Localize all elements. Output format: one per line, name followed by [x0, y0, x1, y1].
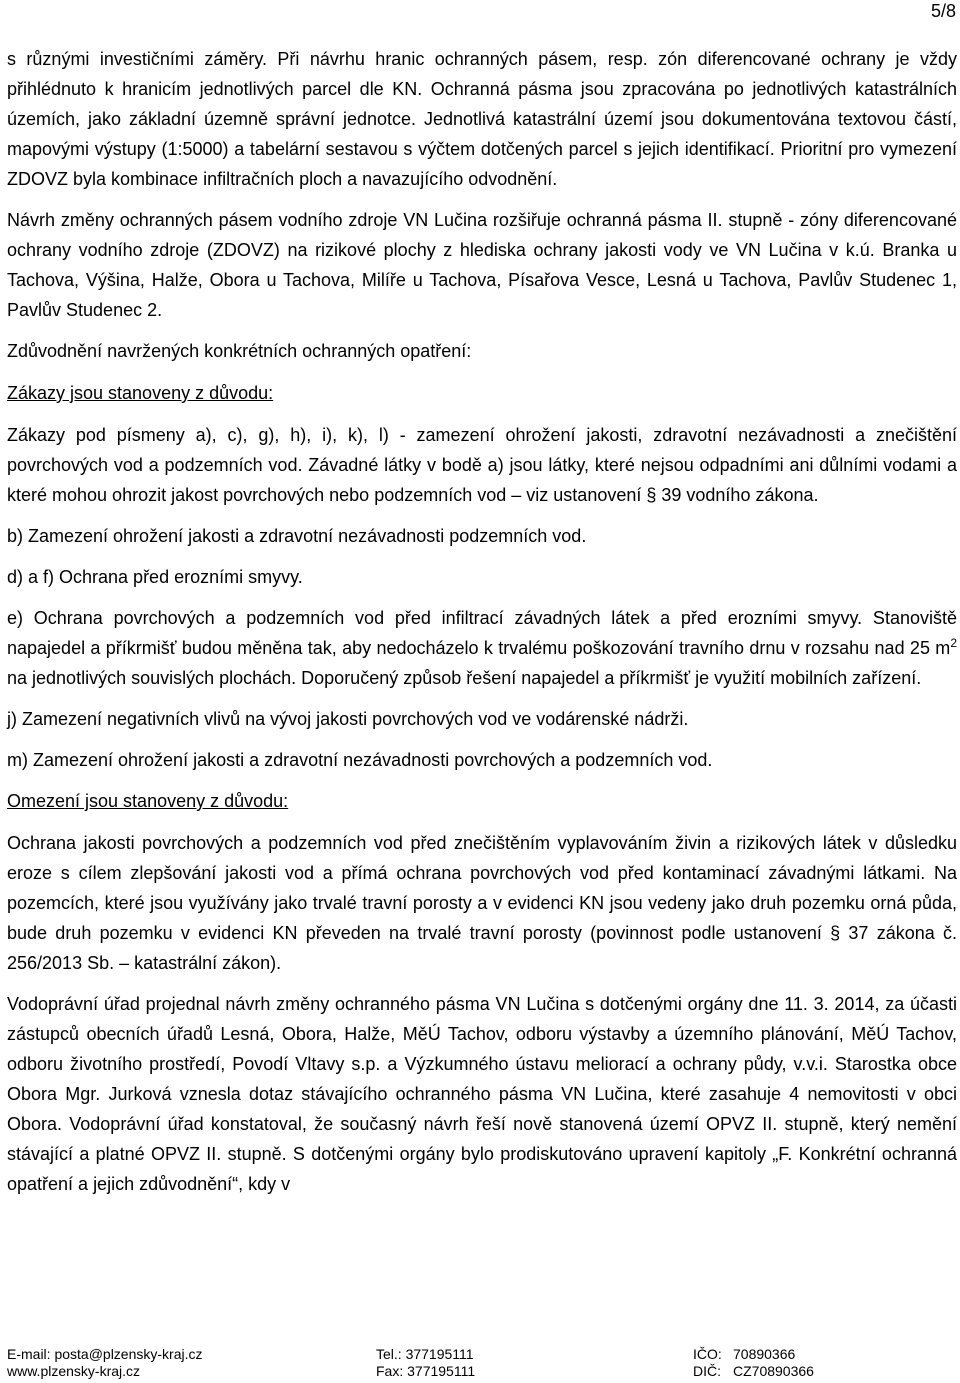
- section-heading-justification: Zdůvodnění navržených konkrétních ochranných opatření:: [7, 341, 472, 361]
- footer-contact: [7, 1346, 203, 1380]
- page-footer: [7, 1346, 957, 1380]
- paragraph-intro: s různými investičními záměry. Při návrhu hranic ochranných pásem, resp. zón diferencované ochrany je vždy přihlédnuto k hranicím jednotlivých parcel dle KN. Ochranná pásma jsou zpracována po jednotlivých katastrálních územích, jako základní územně správní jednotce. Jednotlivá katastrální území jsou dokumentována textovou částí, mapovými výstupy (1:5000) a tabelární sestavou s výčtem dotčených parcel s jejich identifikací. Prioritní pro vymezení ZDOVZ byla kombinace infiltračních ploch a navazujícího odvodnění.: [7, 49, 957, 189]
- paragraph-item-e: [7, 603, 957, 693]
- footer-ids: [693, 1346, 814, 1380]
- footer-tel: Tel.: 377195111: [376, 1346, 474, 1362]
- paragraph-item-m: m) Zamezení ohrožení jakosti a zdravotní nezávadnosti povrchových a podzemních vod.: [7, 750, 713, 770]
- footer-fax: Fax: 377195111: [376, 1363, 476, 1379]
- superscript-2: 2: [950, 636, 957, 650]
- dic-label: DIČ:: [693, 1363, 721, 1379]
- footer-email[interactable]: E-mail: posta@plzensky-kraj.cz: [7, 1346, 203, 1362]
- paragraph-item-j: j) Zamezení negativních vlivů na vývoj jakosti povrchových vod ve vodárenské nádrži.: [7, 709, 689, 729]
- ico-label: IČO:: [693, 1346, 722, 1362]
- subheading-restrictions: Omezení jsou stanoveny z důvodu:: [7, 791, 289, 811]
- paragraph-item-df: d) a f) Ochrana před erozními smyvy.: [7, 567, 303, 587]
- paragraph-item-b: b) Zamezení ohrožení jakosti a zdravotní nezávadnosti podzemních vod.: [7, 526, 587, 546]
- paragraph-prohibitions: Zákazy pod písmeny a), c), g), h), i), k), l) - zamezení ohrožení jakosti, zdravotní nezávadnosti a znečištění povrchových vod a podzemních vod. Závadné látky v bodě a) jsou látky, které nejsou odpadními ani důlními vodami a které mohou ohrozit jakost povrchových nebo podzemních vod – viz ustanovení § 39 vodního zákona.: [7, 425, 957, 505]
- footer-web[interactable]: www.plzensky-kraj.cz: [7, 1363, 141, 1379]
- footer-phone: [376, 1346, 475, 1380]
- paragraph-authority: Vodoprávní úřad projednal návrh změny ochranného pásma VN Lučina s dotčenými orgány dne 11. 3. 2014, za účasti zástupců obecních úřadů Lesná, Obora, Halže, MěÚ Tachov, odboru výstavby a územního plánování, MěÚ Tachov, odboru životního prostředí, Povodí Vltavy s.p. a Výzkumného ústavu meliorací a ochrany půdy, v.v.i. Starostka obce Obora Mgr. Jurková vznesla dotaz stávajícího ochranného pásma VN Lučina, které zasahuje 4 nemovitosti v obci Obora. Vodoprávní úřad konstatoval, že současný návrh řeší nově stanovená území OPVZ II. stupně, který nemění stávající a platné OPVZ II. stupně. S dotčenými orgány bylo prodiskutováno upravení kapitoly „F. Konkrétní ochranná opatření a jejich zdůvodnění“, kdy v: [7, 994, 957, 1194]
- ico-value: 70890366: [733, 1346, 796, 1362]
- dic-value: CZ70890366: [733, 1363, 814, 1379]
- footer-dic: [693, 1363, 814, 1380]
- paragraph-proposal: Návrh změny ochranných pásem vodního zdroje VN Lučina rozšiřuje ochranná pásma II. stupně - zóny diferencované ochrany vodního zdroje (ZDOVZ) na rizikové plochy z hlediska ochrany jakosti vody ve VN Lučina v k.ú. Branka u Tachova, Výšina, Halže, Obora u Tachova, Milíře u Tachova, Písařova Vesce, Lesná u Tachova, Pavlův Studenec 1, Pavlův Studenec 2.: [7, 210, 957, 320]
- subheading-prohibitions: Zákazy jsou stanoveny z důvodu:: [7, 383, 274, 403]
- paragraph-restrictions: Ochrana jakosti povrchových a podzemních vod před znečištěním vyplavováním živin a rizikových látek v důsledku eroze s cílem zlepšování jakosti vod a přímá ochrana povrchových vod před kontaminací závadnými látkami. Na pozemcích, které jsou využívány jako trvalé travní porosty a v evidenci KN jsou vedeny jako druh pozemku orná půda, bude druh pozemku v evidenci KN převeden na trvalé travní porosty (povinnost podle ustanovení § 37 zákona č. 256/2013 Sb. – katastrální zákon).: [7, 833, 957, 973]
- item-e-text-start: e) Ochrana povrchových a podzemních vod před infiltrací závadných látek a před erozními smyvy. Stanoviště napajedel a příkrmišť budou měněna tak, aby nedocházelo k trvalému poškozování travního drnu v rozsahu nad 25 m: [7, 608, 957, 658]
- document-body: [7, 44, 957, 1210]
- footer-ico: [693, 1346, 814, 1363]
- page-number: 5/8: [930, 1, 956, 21]
- item-e-text-end: na jednotlivých souvislých plochách. Doporučený způsob řešení napajedel a příkrmišť je využití mobilních zařízení.: [7, 668, 922, 688]
